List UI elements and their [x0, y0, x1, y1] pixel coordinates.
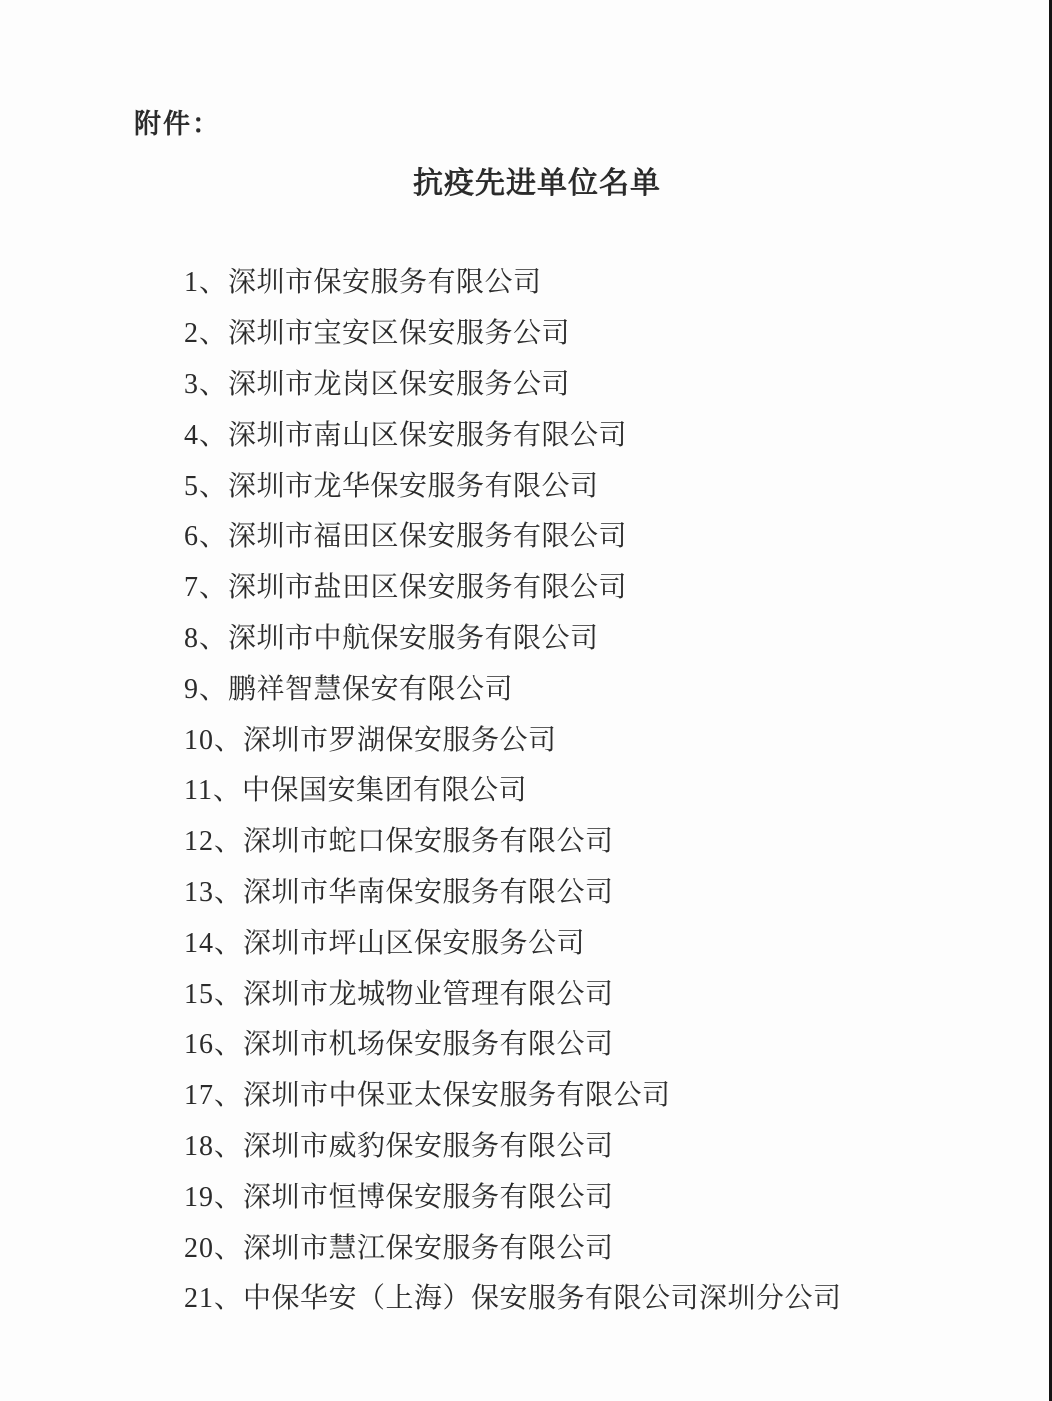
- company-name: 深圳市中保亚太保安服务有限公司: [243, 1080, 671, 1112]
- list-item: [184, 1271, 842, 1322]
- item-number: 12、: [184, 826, 244, 858]
- item-number: 13、: [184, 876, 244, 908]
- list-item: [184, 1068, 842, 1119]
- item-number: 19、: [184, 1181, 244, 1213]
- company-name: 深圳市罗湖保安服务公司: [243, 724, 557, 756]
- company-name: 深圳市龙岗区保安服务公司: [228, 368, 571, 400]
- item-number: 10、: [184, 724, 244, 756]
- list-item: [184, 661, 842, 712]
- company-name: 深圳市慧江保安服务有限公司: [243, 1232, 614, 1264]
- list-item: [184, 1017, 842, 1068]
- list-item: [184, 1119, 842, 1170]
- list-item: [184, 509, 842, 560]
- list-item: [184, 611, 842, 662]
- company-name: 深圳市福田区保安服务有限公司: [228, 521, 628, 553]
- list-item: [184, 458, 842, 509]
- item-number: 3、: [184, 368, 229, 400]
- company-name: 鹏祥智慧保安有限公司: [228, 673, 514, 705]
- list-item: [184, 763, 842, 814]
- item-number: 21、: [184, 1283, 244, 1315]
- item-number: 20、: [184, 1232, 244, 1264]
- list-item: [184, 1220, 842, 1271]
- company-name: 深圳市保安服务有限公司: [228, 267, 542, 299]
- list-item: [184, 712, 842, 763]
- item-number: 15、: [184, 978, 244, 1010]
- attachment-label: 附件：: [134, 109, 221, 139]
- company-name: 深圳市龙城物业管理有限公司: [243, 978, 614, 1010]
- item-number: 16、: [184, 1029, 244, 1061]
- item-number: 17、: [184, 1080, 244, 1112]
- item-number: 11、: [184, 775, 242, 807]
- item-number: 5、: [184, 470, 229, 502]
- list-item: [184, 814, 842, 865]
- item-number: 18、: [184, 1130, 244, 1162]
- unit-list: [184, 255, 842, 1322]
- company-name: 深圳市恒博保安服务有限公司: [243, 1181, 614, 1213]
- list-item: [184, 407, 842, 458]
- item-number: 4、: [184, 419, 229, 451]
- company-name: 深圳市蛇口保安服务有限公司: [243, 826, 614, 858]
- list-item: [184, 357, 842, 408]
- list-item: [184, 865, 842, 916]
- item-number: 1、: [184, 267, 229, 299]
- document-title: 抗疫先进单位名单: [413, 167, 661, 200]
- list-item: [184, 915, 842, 966]
- company-name: 深圳市南山区保安服务有限公司: [228, 419, 628, 451]
- company-name: 深圳市龙华保安服务有限公司: [228, 470, 599, 502]
- item-number: 2、: [184, 318, 229, 350]
- company-name: 深圳市坪山区保安服务公司: [243, 927, 586, 959]
- list-item: [184, 966, 842, 1017]
- item-number: 8、: [184, 622, 229, 654]
- list-item: [184, 560, 842, 611]
- item-number: 7、: [184, 572, 229, 604]
- list-item: [184, 1169, 842, 1220]
- company-name: 深圳市华南保安服务有限公司: [243, 876, 614, 908]
- company-name: 深圳市机场保安服务有限公司: [243, 1029, 614, 1061]
- company-name: 深圳市威豹保安服务有限公司: [243, 1130, 614, 1162]
- item-number: 9、: [184, 673, 229, 705]
- company-name: 深圳市宝安区保安服务公司: [228, 318, 571, 350]
- company-name: 中保华安（上海）保安服务有限公司深圳分公司: [243, 1283, 842, 1315]
- list-item: [184, 255, 842, 306]
- company-name: 中保国安集团有限公司: [241, 775, 527, 807]
- company-name: 深圳市盐田区保安服务有限公司: [228, 572, 628, 604]
- list-item: [184, 306, 842, 357]
- item-number: 6、: [184, 521, 229, 553]
- company-name: 深圳市中航保安服务有限公司: [228, 622, 599, 654]
- item-number: 14、: [184, 927, 244, 959]
